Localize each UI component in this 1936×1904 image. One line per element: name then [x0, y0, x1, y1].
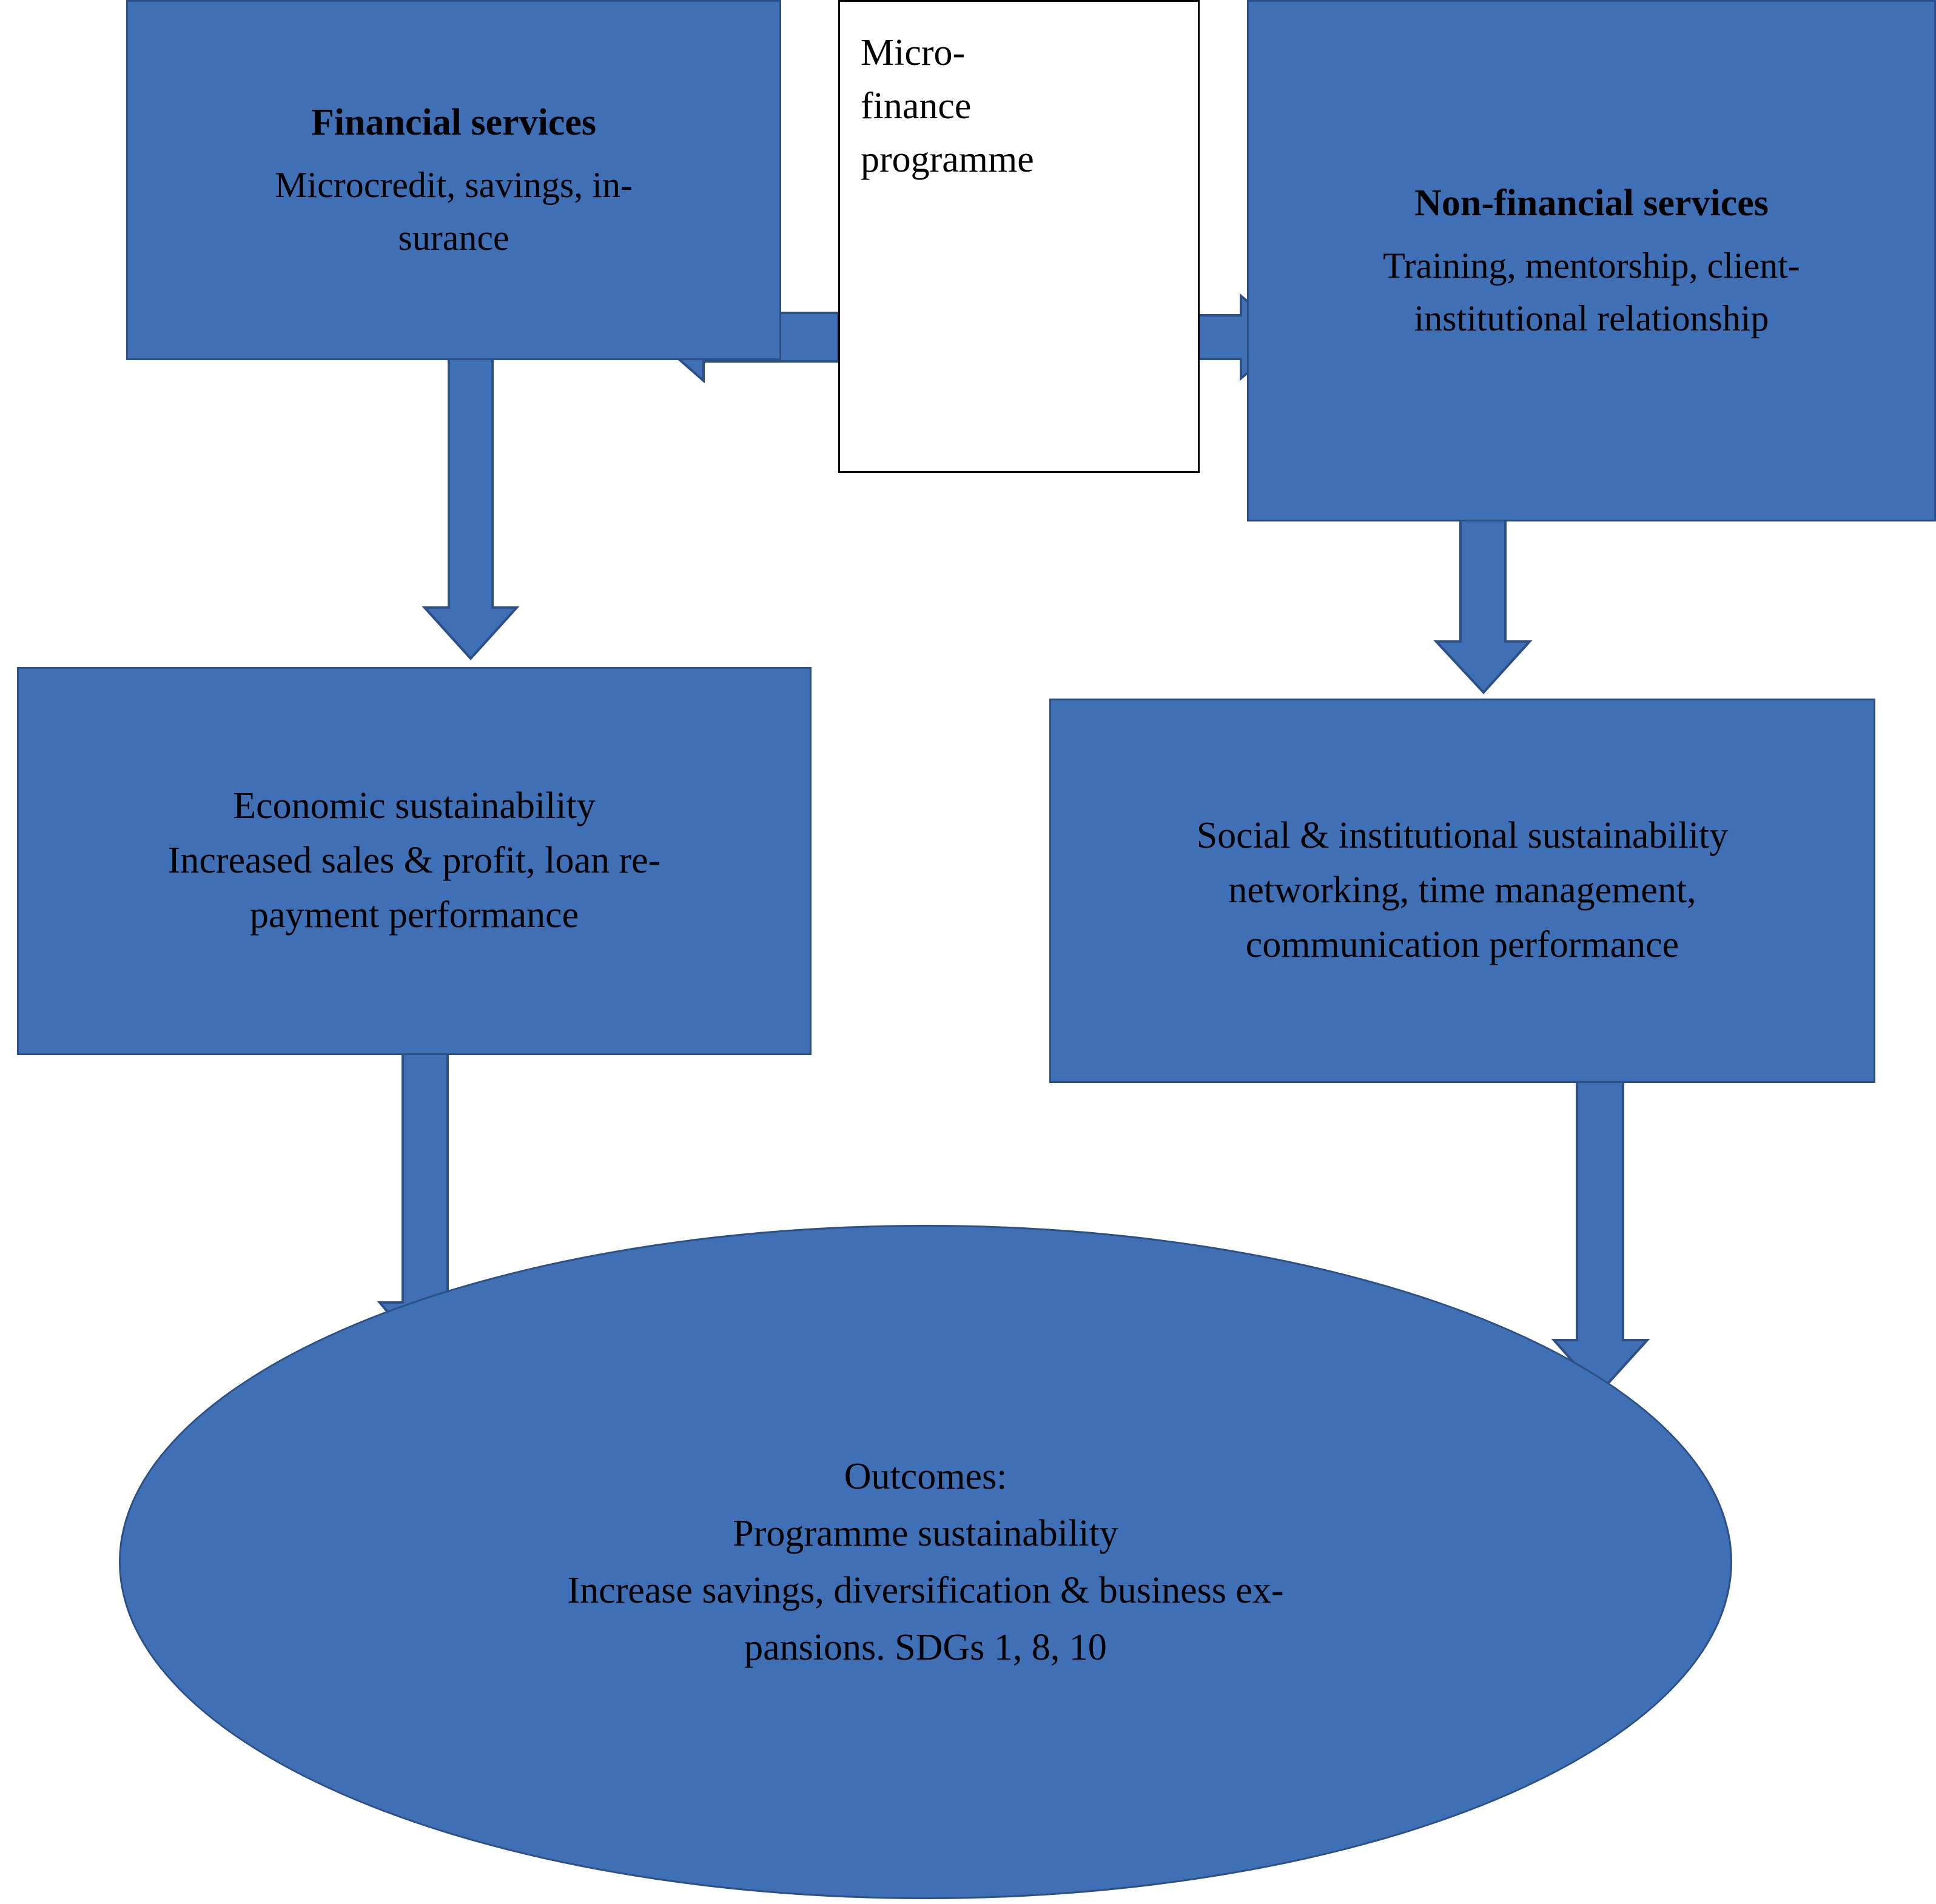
node-financial-services-line-2: surance	[398, 217, 509, 258]
node-social-institutional-sustainability-line-3: communication performance	[1245, 924, 1679, 965]
node-nonfinancial-services-line-2: institutional relationship	[1414, 298, 1769, 338]
node-social-institutional-sustainability-line-1: Social & institutional sustainability	[1196, 815, 1729, 857]
node-economic-sustainability-line-1: Economic sustainability	[233, 785, 596, 827]
node-social-institutional-sustainability-line-2: networking, time management,	[1228, 870, 1696, 911]
node-outcomes-line-2: Programme sustainability	[733, 1512, 1118, 1554]
node-economic-sustainability-line-2: Increased sales & profit, loan re-	[167, 840, 661, 882]
node-nonfinancial-services	[1247, 0, 1936, 521]
node-microfinance-programme-line-1: Micro-	[861, 32, 966, 73]
node-nonfinancial-services-line-1: Training, mentorship, client-	[1383, 245, 1800, 286]
node-outcomes-line-4: pansions. SDGs 1, 8, 10	[744, 1627, 1107, 1669]
node-financial-services	[126, 0, 781, 360]
node-financial-services-line-1: Microcredit, savings, in-	[275, 164, 633, 205]
node-economic-sustainability-line-3: payment performance	[249, 894, 579, 936]
node-microfinance-programme-line-2: finance	[861, 85, 972, 127]
node-outcomes-line-3: Increase savings, diversification & business ex-	[567, 1570, 1284, 1611]
node-microfinance-programme	[838, 0, 1200, 473]
node-nonfinancial-services-title: Non-financial services	[1414, 183, 1769, 224]
node-financial-services-title: Financial services	[311, 102, 597, 144]
node-outcomes-line-1: Outcomes:	[844, 1455, 1007, 1497]
node-microfinance-programme-line-3: programme	[861, 139, 1034, 181]
node-social-institutional-sustainability	[1049, 699, 1875, 1083]
node-economic-sustainability	[17, 667, 812, 1055]
arrow-financial-to-economic-icon	[425, 355, 517, 659]
arrow-social-to-outcomes-icon	[1554, 1073, 1647, 1392]
node-outcomes	[119, 1225, 1732, 1899]
